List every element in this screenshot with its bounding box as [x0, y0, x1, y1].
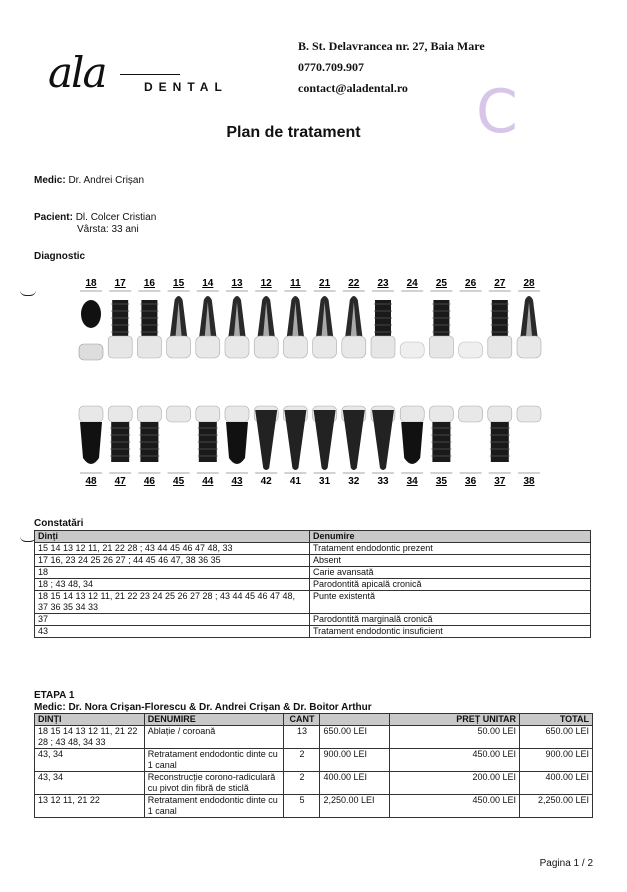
tooth-crown-lower [400, 406, 424, 422]
tooth-number-upper: 21 [319, 278, 331, 289]
tooth-number-lower: 35 [435, 476, 447, 487]
tooth-crown-upper [429, 336, 453, 358]
findings-table [34, 530, 591, 638]
patient-name: Dl. Colcer Cristian [75, 212, 157, 223]
tooth-crown-lower [167, 406, 191, 422]
tooth-number-upper: 14 [202, 278, 214, 289]
clinic-phone: 0770.709.907 [298, 60, 364, 74]
stage-teeth-cell: 18 15 14 13 12 11, 21 22 28 ; 43 48, 34 33 [35, 726, 145, 749]
stage-table [34, 713, 593, 818]
page-title-text: Plan de tratament [226, 124, 361, 141]
tooth-number-upper: 26 [465, 278, 477, 289]
tooth-crown-lower [517, 406, 541, 422]
stage-subtotal-cell: 650.00 LEI [320, 726, 390, 749]
page-number: Pagina 1 / 2 [539, 858, 593, 869]
tooth-number-upper: 25 [435, 278, 447, 289]
findings-name-cell: Tratament endodontic insuficient [310, 626, 591, 638]
findings-row [35, 555, 591, 567]
tooth-number-lower: 47 [114, 476, 126, 487]
clinic-contact [298, 36, 485, 99]
tooth-root-lower [226, 422, 248, 464]
tooth-number-lower: 32 [348, 476, 360, 487]
tooth-number-lower: 48 [85, 476, 97, 487]
stage-qty-cell: 2 [284, 772, 320, 795]
tooth-number-lower: 31 [319, 476, 331, 487]
stage-teeth-cell: 13 12 11, 21 22 [35, 795, 145, 818]
medic-line [34, 175, 144, 186]
stamp-mark: C [476, 77, 518, 147]
tooth-root-lower [343, 410, 365, 470]
findings-header-row [35, 531, 591, 543]
tooth-root-lower [80, 422, 102, 464]
logo-script: ala [48, 48, 106, 97]
stage-teeth-cell: 43, 34 [35, 749, 145, 772]
tooth-number-upper: 16 [143, 278, 155, 289]
clinic-email[interactable]: contact@aladental.ro [298, 81, 408, 95]
tooth-crown-lower [196, 406, 220, 422]
findings-name-cell: Parodontită apicală cronică [310, 579, 591, 591]
tooth-crown-upper [342, 336, 366, 358]
stage-total-cell: 2,250.00 LEI [520, 795, 593, 818]
dental-chart-svg [70, 270, 550, 492]
findings-teeth-cell: 37 [35, 614, 310, 626]
stage-total-cell: 650.00 LEI [520, 726, 593, 749]
stage-title: ETAPA 1 [34, 690, 75, 701]
stage-name-cell: Retratament endodontic dinte cu 1 canal [144, 795, 284, 818]
tooth-crown-upper [488, 336, 512, 358]
tooth-number-lower: 41 [289, 476, 301, 487]
logo-line [120, 74, 180, 75]
margin-mark [20, 290, 36, 296]
page-title [0, 124, 627, 142]
diagnostic-label: Diagnostic [34, 251, 86, 262]
stage-subtotal-cell: 2,250.00 LEI [320, 795, 390, 818]
tooth-number-upper: 15 [173, 278, 185, 289]
tooth-crown-lower [225, 406, 249, 422]
stage-row [35, 772, 593, 795]
stage-row [35, 795, 593, 818]
dental-chart [70, 270, 550, 492]
tooth-number-lower: 44 [202, 476, 214, 487]
medic-name: Dr. Andrei Crișan [68, 175, 145, 186]
tooth-crown-upper [400, 342, 424, 358]
findings-row [35, 579, 591, 591]
tooth-number-lower: 42 [260, 476, 272, 487]
findings-teeth-cell: 18 15 14 13 12 11, 21 22 23 24 25 26 27 28 ; 43 44 45 46 47 48, 37 36 35 34 33 [35, 591, 310, 614]
stage-subtotal-cell: 900.00 LEI [320, 749, 390, 772]
findings-title: Constatări [34, 518, 84, 529]
findings-name-cell: Carie avansată [310, 567, 591, 579]
clinic-address: B. St. Delavrancea nr. 27, Baia Mare [298, 39, 485, 53]
tooth-crown-lower [488, 406, 512, 422]
stage-unit-price-cell: 450.00 LEI [390, 795, 520, 818]
stage-unit-price-cell: 50.00 LEI [390, 726, 520, 749]
findings-teeth-cell: 18 ; 43 48, 34 [35, 579, 310, 591]
tooth-number-upper: 12 [260, 278, 272, 289]
tooth-number-upper: 24 [406, 278, 418, 289]
findings-row [35, 567, 591, 579]
stage-header-teeth: DINȚI [35, 714, 145, 726]
patient-block [34, 212, 156, 236]
findings-name-cell: Tratament endodontic prezent [310, 543, 591, 555]
stage-qty-cell: 2 [284, 749, 320, 772]
stage-header-blank [320, 714, 390, 726]
findings-name-cell: Punte existentă [310, 591, 591, 614]
tooth-crown-upper [137, 336, 161, 358]
tooth-number-upper: 27 [494, 278, 506, 289]
stage-subtotal-cell: 400.00 LEI [320, 772, 390, 795]
stage-header-unit-price: PREȚ UNITAR [390, 714, 520, 726]
tooth-carie-upper [81, 300, 101, 328]
tooth-number-lower: 43 [231, 476, 243, 487]
tooth-number-upper: 18 [85, 278, 97, 289]
stage-qty-cell: 5 [284, 795, 320, 818]
tooth-number-lower: 37 [494, 476, 506, 487]
tooth-crown-upper [225, 336, 249, 358]
tooth-number-upper: 28 [523, 278, 535, 289]
tooth-crown-upper [517, 336, 541, 358]
tooth-number-lower: 33 [377, 476, 389, 487]
tooth-number-lower: 36 [465, 476, 477, 487]
findings-header-teeth: Dinți [35, 531, 310, 543]
clinic-logo [48, 48, 238, 112]
tooth-number-upper: 17 [114, 278, 126, 289]
stage-header-qty: CANT [284, 714, 320, 726]
findings-teeth-cell: 15 14 13 12 11, 21 22 28 ; 43 44 45 46 47 48, 33 [35, 543, 310, 555]
tooth-number-upper: 11 [290, 278, 301, 289]
tooth-number-lower: 46 [143, 476, 155, 487]
stage-teeth-cell: 43, 34 [35, 772, 145, 795]
tooth-crown-upper [108, 336, 132, 358]
findings-header-name: Denumire [310, 531, 591, 543]
tooth-crown-upper [313, 336, 337, 358]
tooth-crown-upper [254, 336, 278, 358]
findings-name-cell: Absent [310, 555, 591, 567]
stage-total-cell: 900.00 LEI [520, 749, 593, 772]
tooth-root-lower [255, 410, 277, 470]
tooth-number-upper: 13 [231, 278, 243, 289]
stage-total-cell: 400.00 LEI [520, 772, 593, 795]
findings-row [35, 614, 591, 626]
stage-unit-price-cell: 200.00 LEI [390, 772, 520, 795]
tooth-root-lower [401, 422, 423, 464]
tooth-crown-lower [108, 406, 132, 422]
stage-row [35, 749, 593, 772]
findings-row [35, 591, 591, 614]
findings-row [35, 543, 591, 555]
stage-row [35, 726, 593, 749]
tooth-number-lower: 38 [523, 476, 535, 487]
tooth-crown-lower [79, 406, 103, 422]
tooth-crown-lower [459, 406, 483, 422]
tooth-number-upper: 23 [377, 278, 389, 289]
stage-header-name: DENUMIRE [144, 714, 284, 726]
tooth-crown-upper [283, 336, 307, 358]
tooth-crown-upper [459, 342, 483, 358]
tooth-crown-lower [137, 406, 161, 422]
stage-unit-price-cell: 450.00 LEI [390, 749, 520, 772]
findings-row [35, 626, 591, 638]
tooth-root-lower [314, 410, 336, 470]
patient-age: Vârsta: 33 ani [77, 224, 139, 235]
tooth-crown-upper [79, 344, 103, 360]
tooth-crown-upper [371, 336, 395, 358]
stage-name-cell: Reconstrucție corono-radiculară cu pivot din fibră de sticlă [144, 772, 284, 795]
logo-dental: DENTAL [144, 80, 228, 94]
tooth-crown-lower [429, 406, 453, 422]
stage-name-cell: Retratament endodontic dinte cu 1 canal [144, 749, 284, 772]
tooth-number-upper: 22 [348, 278, 360, 289]
medic-label: Medic: [34, 175, 66, 186]
findings-teeth-cell: 43 [35, 626, 310, 638]
patient-label: Pacient: [34, 212, 73, 223]
stage-name-cell: Ablație / coroană [144, 726, 284, 749]
findings-teeth-cell: 17 16, 23 24 25 26 27 ; 44 45 46 47, 38 36 35 [35, 555, 310, 567]
findings-name-cell: Parodontită marginală cronică [310, 614, 591, 626]
tooth-crown-upper [196, 336, 220, 358]
stage-medic: Medic: Dr. Nora Crișan-Florescu & Dr. Andrei Crișan & Dr. Boitor Arthur [34, 702, 372, 713]
stage-header-total: TOTAL [520, 714, 593, 726]
stage-qty-cell: 13 [284, 726, 320, 749]
tooth-crown-upper [167, 336, 191, 358]
tooth-number-lower: 34 [406, 476, 418, 487]
tooth-root-lower [372, 410, 394, 470]
stage-header-row [35, 714, 593, 726]
tooth-number-lower: 45 [173, 476, 185, 487]
findings-teeth-cell: 18 [35, 567, 310, 579]
tooth-root-lower [284, 410, 306, 470]
